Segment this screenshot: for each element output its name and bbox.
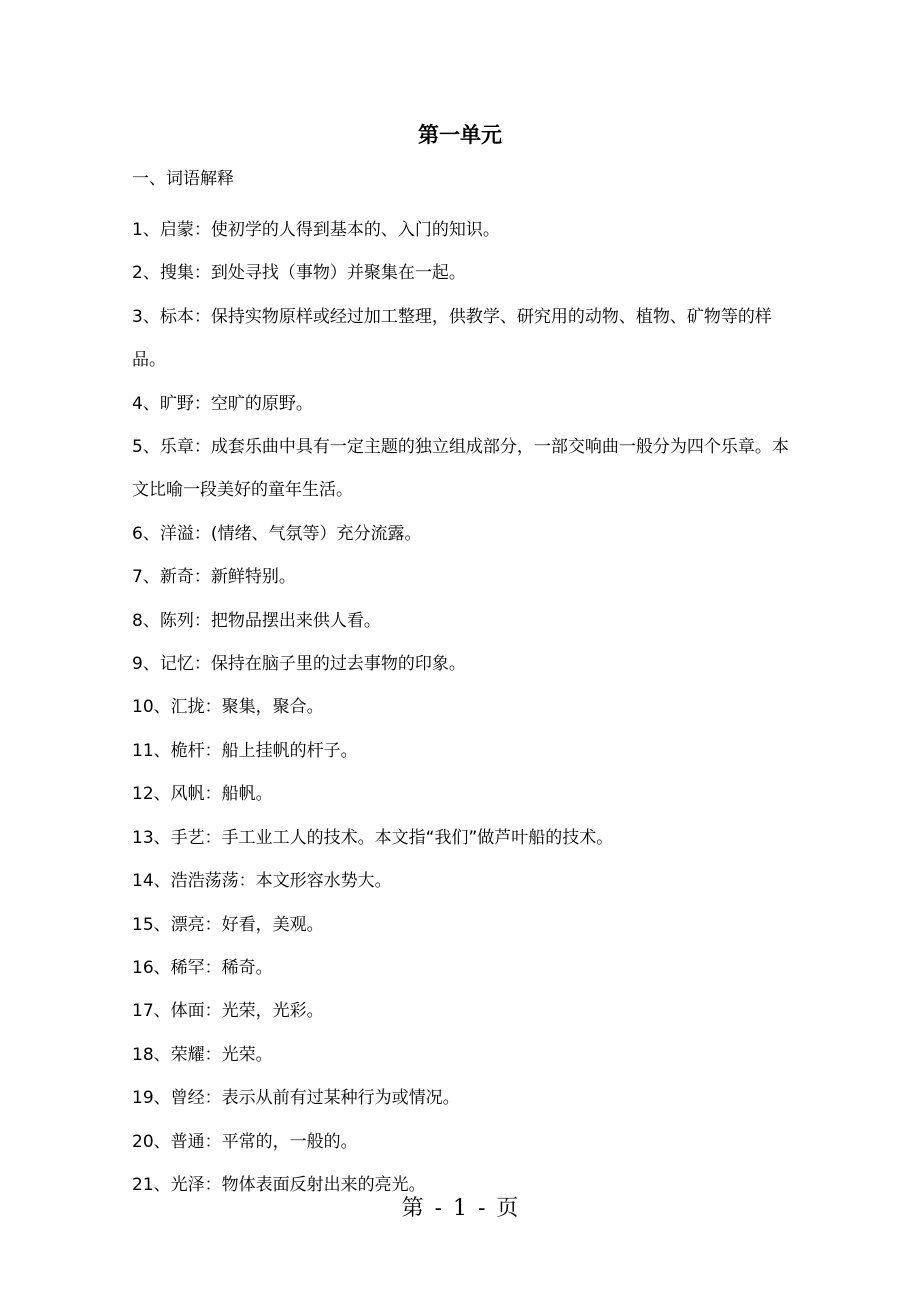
vocabulary-entry: 8、陈列：把物品摆出来供人看。: [132, 610, 381, 631]
vocabulary-entry: 6、洋溢：(情绪、气氛等）充分流露。: [132, 523, 422, 544]
vocabulary-entry: 13、手艺：手工业工人的技术。本文指“我们”做芦叶船的技术。: [132, 827, 614, 848]
vocabulary-entry: 3、标本：保持实物原样或经过加工整理，供教学、研究用的动物、植物、矿物等的样品。: [132, 306, 772, 371]
vocabulary-entry: 15、漂亮：好看，美观。: [132, 914, 324, 935]
vocabulary-entry: 7、新奇：新鲜特别。: [132, 567, 296, 588]
vocabulary-entry: 17、体面：光荣，光彩。: [132, 1001, 324, 1022]
vocabulary-list: [132, 209, 792, 1207]
vocabulary-entry: 20、普通：平常的，一般的。: [132, 1131, 358, 1152]
section-heading: 一、词语解释: [132, 169, 234, 189]
vocabulary-entry: 19、曾经：表示从前有过某种行为或情况。: [132, 1088, 460, 1109]
vocabulary-entry: 14、浩浩荡荡：本文形容水势大。: [132, 871, 392, 892]
page-title: 第一单元: [418, 123, 502, 147]
vocabulary-entry: 4、旷野：空旷的原野。: [132, 393, 313, 414]
vocabulary-entry: 11、桅杆：船上挂帆的杆子。: [132, 740, 358, 761]
vocabulary-entry: 5、乐章：成套乐曲中具有一定主题的独立组成部分，一部交响曲一般分为四个乐章。本文比喻一段美好的童年生活。: [132, 437, 789, 501]
vocabulary-entry: 1、启蒙：使初学的人得到基本的、入门的知识。: [132, 220, 500, 240]
vocabulary-entry: 21、光泽：物体表面反射出来的亮光。: [132, 1174, 426, 1195]
vocabulary-entry: 10、汇拢：聚集，聚合。: [132, 697, 324, 718]
vocabulary-entry: 9、记忆：保持在脑子里的过去事物的印象。: [132, 654, 466, 675]
vocabulary-entry: 2、搜集：到处寻找（事物）并聚集在一起。: [132, 263, 466, 284]
vocabulary-entry: 12、风帆：船帆。: [132, 784, 273, 805]
vocabulary-entry: 16、稀罕：稀奇。: [132, 957, 273, 978]
page-number-footer: 第 - 1 - 页: [401, 1196, 519, 1221]
vocabulary-entry: 18、荣耀：光荣。: [132, 1044, 273, 1065]
